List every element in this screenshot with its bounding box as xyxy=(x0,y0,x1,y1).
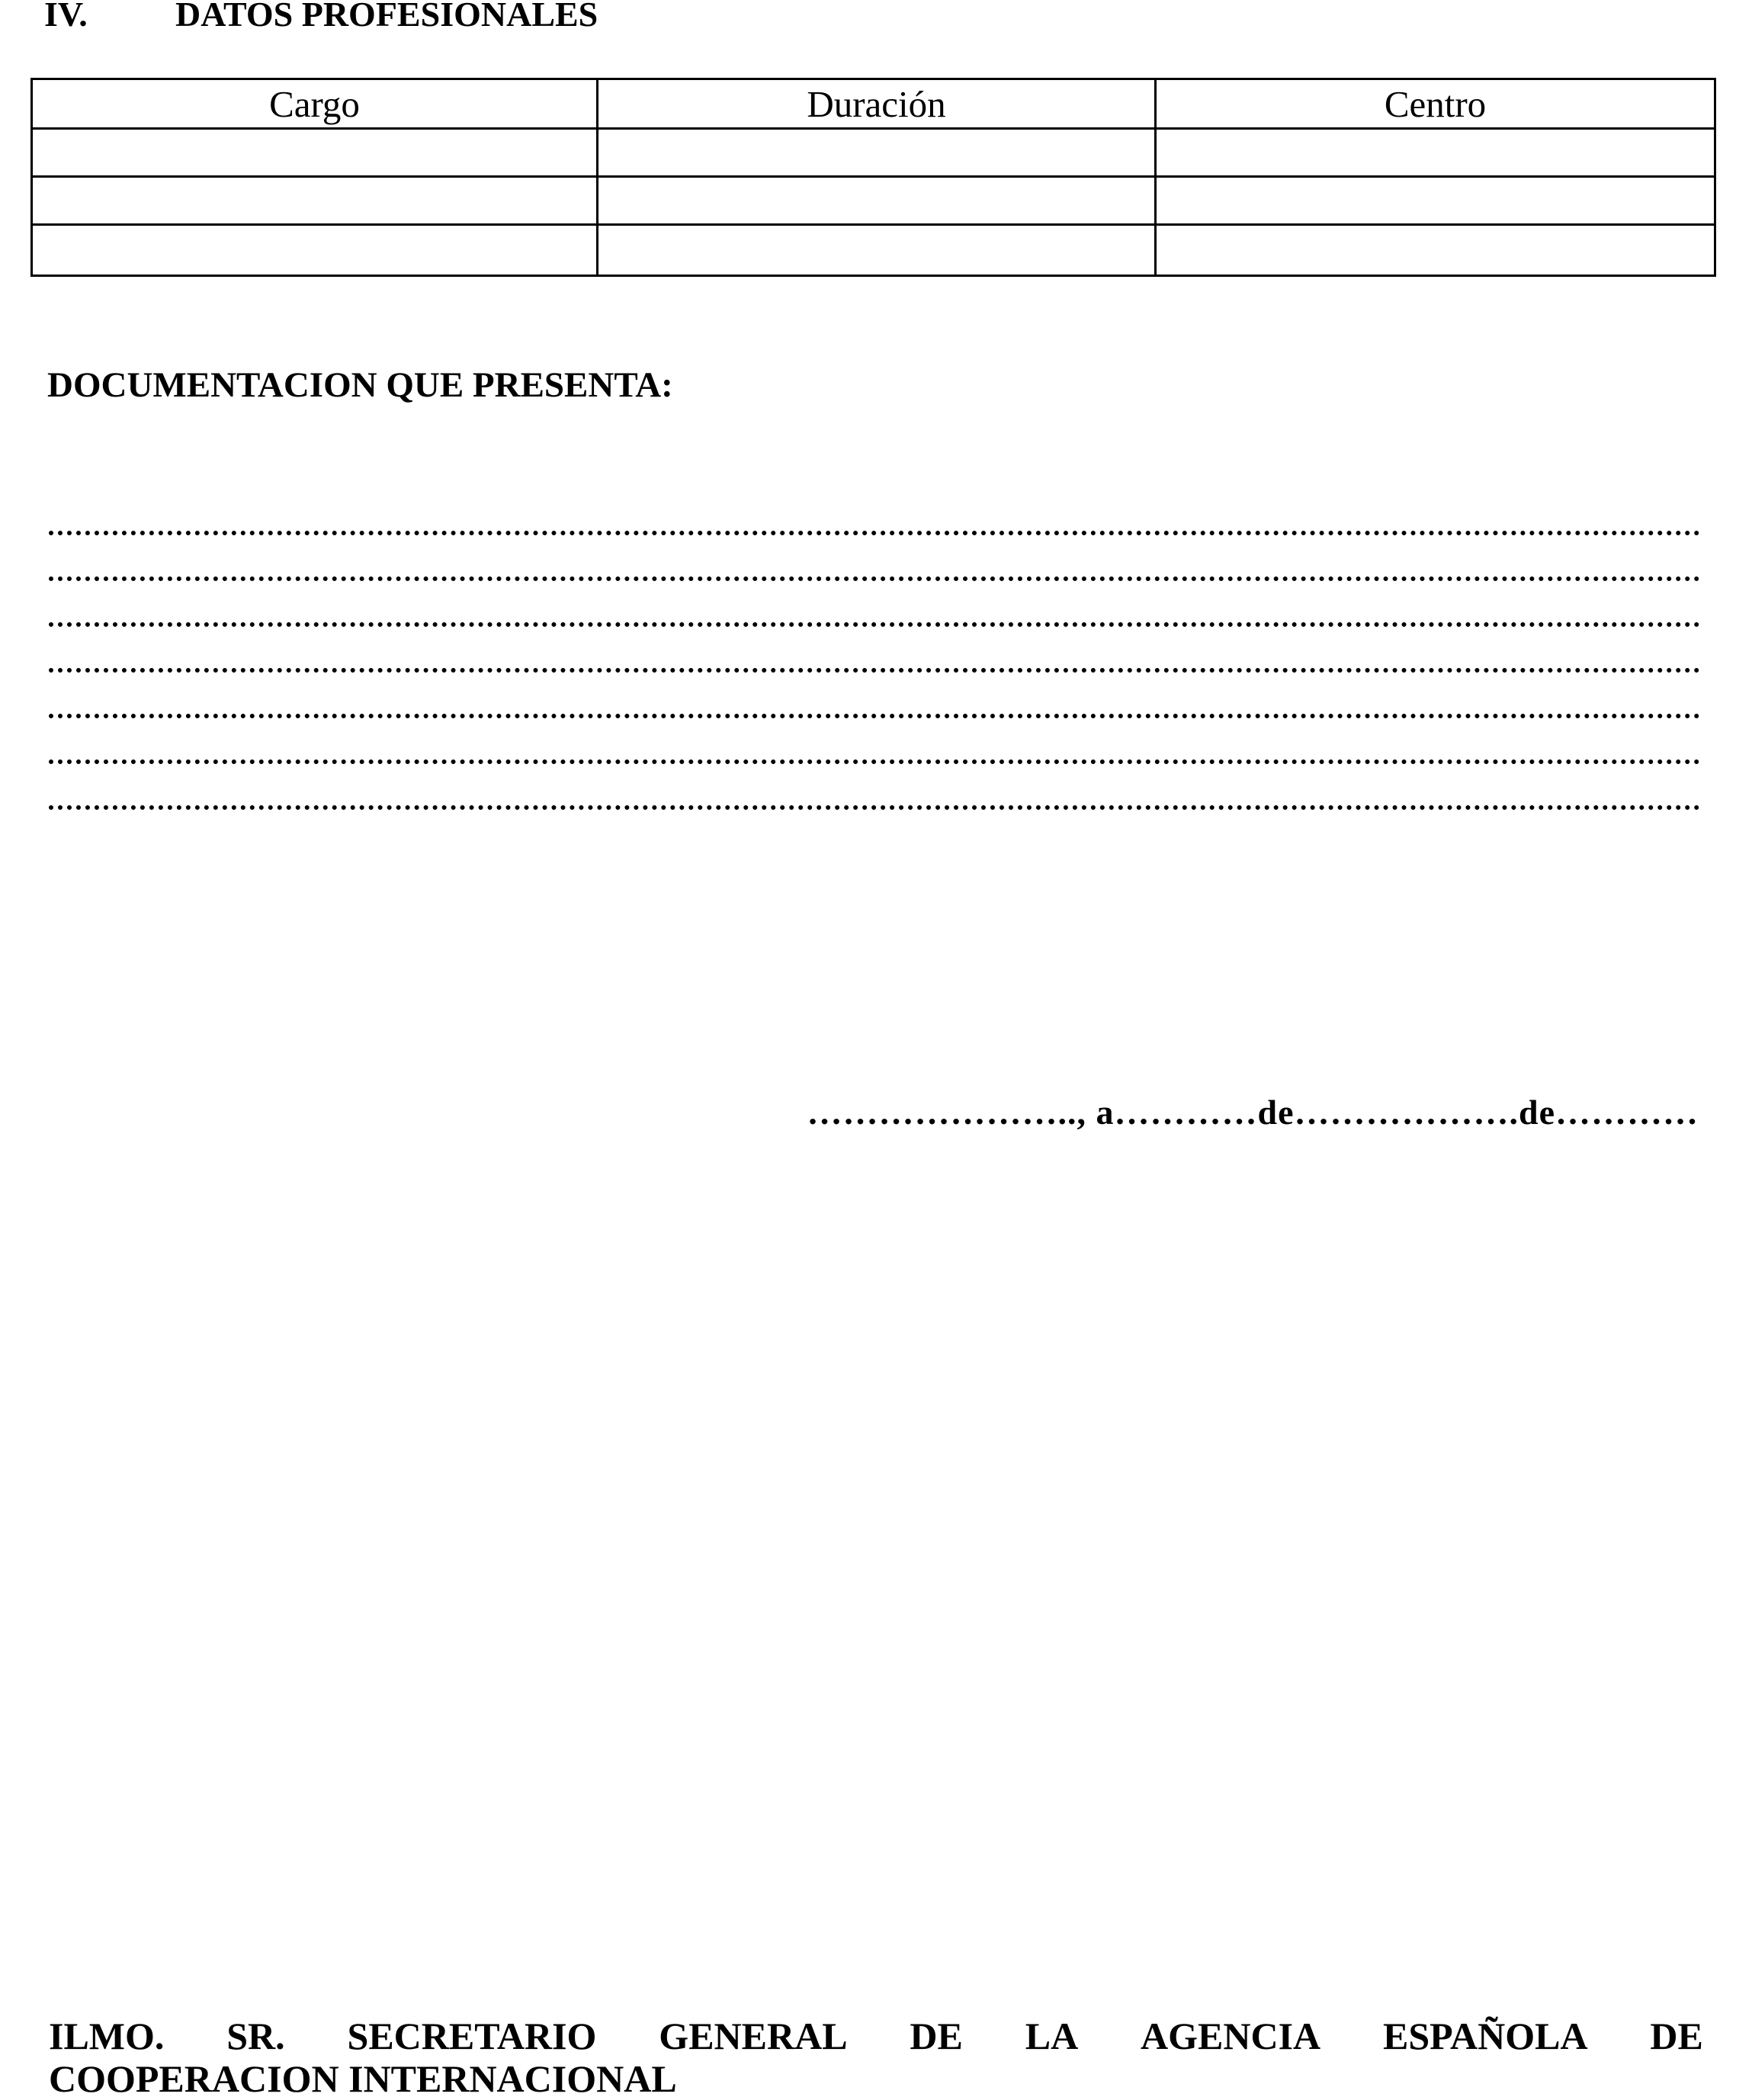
section-heading xyxy=(44,0,598,34)
header-cargo: Cargo xyxy=(32,79,598,129)
recipient-line-2: COOPERACION INTERNACIONAL xyxy=(49,2057,677,2100)
cell-cargo[interactable] xyxy=(32,225,598,276)
professional-data-table xyxy=(30,78,1716,277)
header-duracion: Duración xyxy=(598,79,1156,129)
recipient-block xyxy=(49,2015,1703,2100)
place-date-line[interactable]: ………………….., a…………de……………….de………… xyxy=(807,1093,1699,1132)
recipient-word: ESPAÑOLA xyxy=(1383,2015,1588,2057)
documentation-lines[interactable] xyxy=(49,526,1700,846)
recipient-word: ILMO. xyxy=(49,2015,165,2057)
table-row xyxy=(32,177,1715,225)
dotted-fill-line[interactable] xyxy=(49,618,1700,627)
recipient-word: SR. xyxy=(226,2015,285,2057)
recipient-word: AGENCIA xyxy=(1141,2015,1321,2057)
header-centro: Centro xyxy=(1156,79,1715,129)
cell-cargo[interactable] xyxy=(32,129,598,177)
documentation-heading: DOCUMENTACION QUE PRESENTA: xyxy=(47,365,673,405)
cell-centro[interactable] xyxy=(1156,177,1715,225)
recipient-word: SECRETARIO xyxy=(347,2015,597,2057)
cell-duracion[interactable] xyxy=(598,225,1156,276)
dotted-fill-line[interactable] xyxy=(49,526,1700,535)
recipient-word: GENERAL xyxy=(659,2015,848,2057)
cell-centro[interactable] xyxy=(1156,129,1715,177)
cell-centro[interactable] xyxy=(1156,225,1715,276)
dotted-fill-line[interactable] xyxy=(49,709,1700,718)
recipient-word: LA xyxy=(1025,2015,1079,2057)
table-header-row xyxy=(32,79,1715,129)
dotted-fill-line[interactable] xyxy=(49,801,1700,810)
table-row xyxy=(32,225,1715,276)
cell-cargo[interactable] xyxy=(32,177,598,225)
recipient-line-1 xyxy=(49,2015,1703,2057)
section-number: IV. xyxy=(44,0,88,34)
section-title: DATOS PROFESIONALES xyxy=(175,0,598,34)
cell-duracion[interactable] xyxy=(598,129,1156,177)
recipient-word: DE xyxy=(1650,2015,1703,2057)
dotted-fill-line[interactable] xyxy=(49,663,1700,673)
table-row xyxy=(32,129,1715,177)
dotted-fill-line[interactable] xyxy=(49,755,1700,764)
dotted-fill-line[interactable] xyxy=(49,572,1700,581)
recipient-word: DE xyxy=(910,2015,963,2057)
cell-duracion[interactable] xyxy=(598,177,1156,225)
